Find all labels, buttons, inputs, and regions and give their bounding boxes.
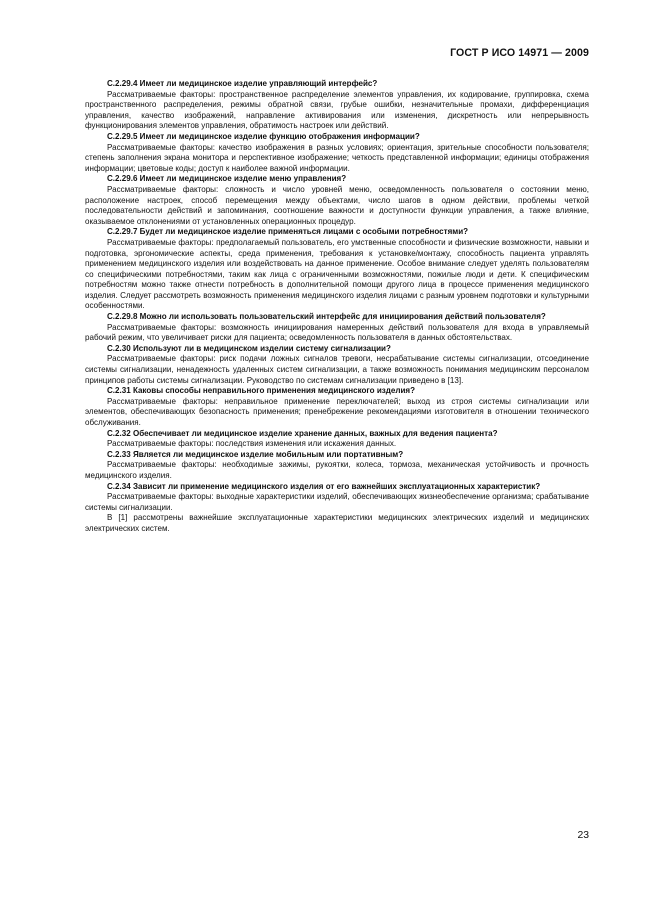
section-text: Рассматриваемые факторы: предполагаемый пользователь, его умственные способности и физические возможности, навыки и подготовка, эргономические аспекты, среда применения, требования к установке/монтажу, способность пациента управлять применением медицинского изделия или воздействовать на данное применение. Особое внимание следует уделять пользователям со специфическими потребностями, таким как лица с ограниченными возможностями, пожилые люди и дети. К специфическим потребностям можно также отнести потребность в дополнительной помощи другого лица в процессе применения медицинского изделия. Следует рассмотреть возможность применения медицинского изделия лицами с разным уровнем подготовки и культурными особенностями. [85, 237, 589, 311]
page-header: ГОСТ Р ИСО 14971 — 2009 [450, 47, 589, 59]
section-text: Рассматриваемые факторы: пространственное распределение элементов управления, их кодирование, группировка, схема пространственного распределения, режимы обратной связи, грубые ошибки, незначительные промахи, дифференциация управления, качество изображений, направление активирования или изменения, дискретность или непрерывность функционирования элементов управления, обратимость настроек или действий. [85, 89, 589, 131]
section-text: Рассматриваемые факторы: необходимые зажимы, рукоятки, колеса, тормоза, механическая устойчивость и прочность медицинского изделия. [85, 460, 589, 480]
section-c-2-29-4 [85, 79, 589, 132]
section-c-2-30 [85, 344, 589, 386]
section-c-2-29-8 [85, 312, 589, 344]
section-heading: С.2.29.4 Имеет ли медицинское изделие управляющий интерфейс? [107, 79, 378, 88]
section-c-2-29-7 [85, 227, 589, 312]
section-c-2-29-5 [85, 132, 589, 174]
section-heading: С.2.29.6 Имеет ли медицинское изделие меню управления? [107, 174, 347, 184]
section-heading: С.2.30 Используют ли в медицинском изделии систему сигнализации? [107, 343, 391, 353]
section-c-2-33 [85, 450, 589, 482]
section-heading: С.2.29.7 Будет ли медицинское изделие применяться лицами с особыми потребностями? [107, 227, 469, 237]
section-text: Рассматриваемые факторы: возможность инициирования намеренных действий пользователя для входа в управляемый рабочий режим, что увеличивает риски для пациента; осведомленность пользователя в данных обстоятельствах. [85, 322, 589, 343]
section-c-2-31 [85, 386, 589, 428]
section-heading: С.2.32 Обеспечивает ли медицинское изделие хранение данных, важных для ведения пациента? [107, 428, 498, 438]
section-heading: С.2.29.5 Имеет ли медицинское изделие функцию отображения информации? [107, 131, 420, 141]
section-heading: С.2.34 Зависит ли применение медицинского изделия от его важнейших эксплуатационных характеристик? [107, 481, 541, 491]
section-heading: С.2.31 Каковы способы неправильного применения медицинского изделия? [107, 386, 416, 396]
section-c-2-34 [85, 482, 589, 535]
section-c-2-29-6 [85, 174, 589, 227]
section-c-2-32 [85, 429, 589, 450]
page-number: 23 [577, 830, 589, 841]
document-body [85, 79, 589, 535]
closing-paragraph: В [1] рассмотрены важнейшие эксплуатационные характеристики медицинских электрических изделий и медицинских электрических систем. [85, 513, 589, 533]
section-text: Рассматриваемые факторы: выходные характеристики изделий, обеспечивающих жизнеобеспечение организма; срабатывание системы сигнализации. [85, 492, 589, 512]
section-heading: С.2.29.8 Можно ли использовать пользовательский интерфейс для инициирования действий пользователя? [107, 312, 546, 322]
section-text: Рассматриваемые факторы: риск подачи ложных сигналов тревоги, несрабатывание системы сигнализации, отсоединение системы сигнализации, ненадежность удаленных систем сигнализации, а также возможность понимания медицинским персоналом принципов работы системы сигнализации. Руководство по системам сигнализации приведено в [13]. [85, 354, 589, 385]
section-text: Рассматриваемые факторы: сложность и число уровней меню, осведомленность пользователя о состоянии меню, расположение настроек, способ перемещения между объектами, число шагов в одном действии, проблемы четкой последовательности действий и запоминания, соотношение важности и доступности функции управления, а также влияние, оказываемое отклонениями от установленных операционных процедур. [85, 184, 589, 226]
section-text: Рассматриваемые факторы: неправильное применение переключателей; выход из строя системы сигнализации или элементов, обеспечивающих безопасность применения; пренебрежение рекомендациями изготовителя в отношении технического обслуживания. [85, 396, 589, 427]
section-text: Рассматриваемые факторы: последствия изменения или искажения данных. [107, 439, 397, 449]
section-heading: С.2.33 Является ли медицинское изделие мобильным или портативным? [107, 449, 404, 459]
section-text: Рассматриваемые факторы: качество изображения в разных условиях; ориентация, зрительные способности пользователя; степень заполнения экрана монитора и перспективное изображение; четкость представленной информации; единицы отображения информации; цветовые коды; доступ к наиболее важной информации. [85, 142, 589, 173]
